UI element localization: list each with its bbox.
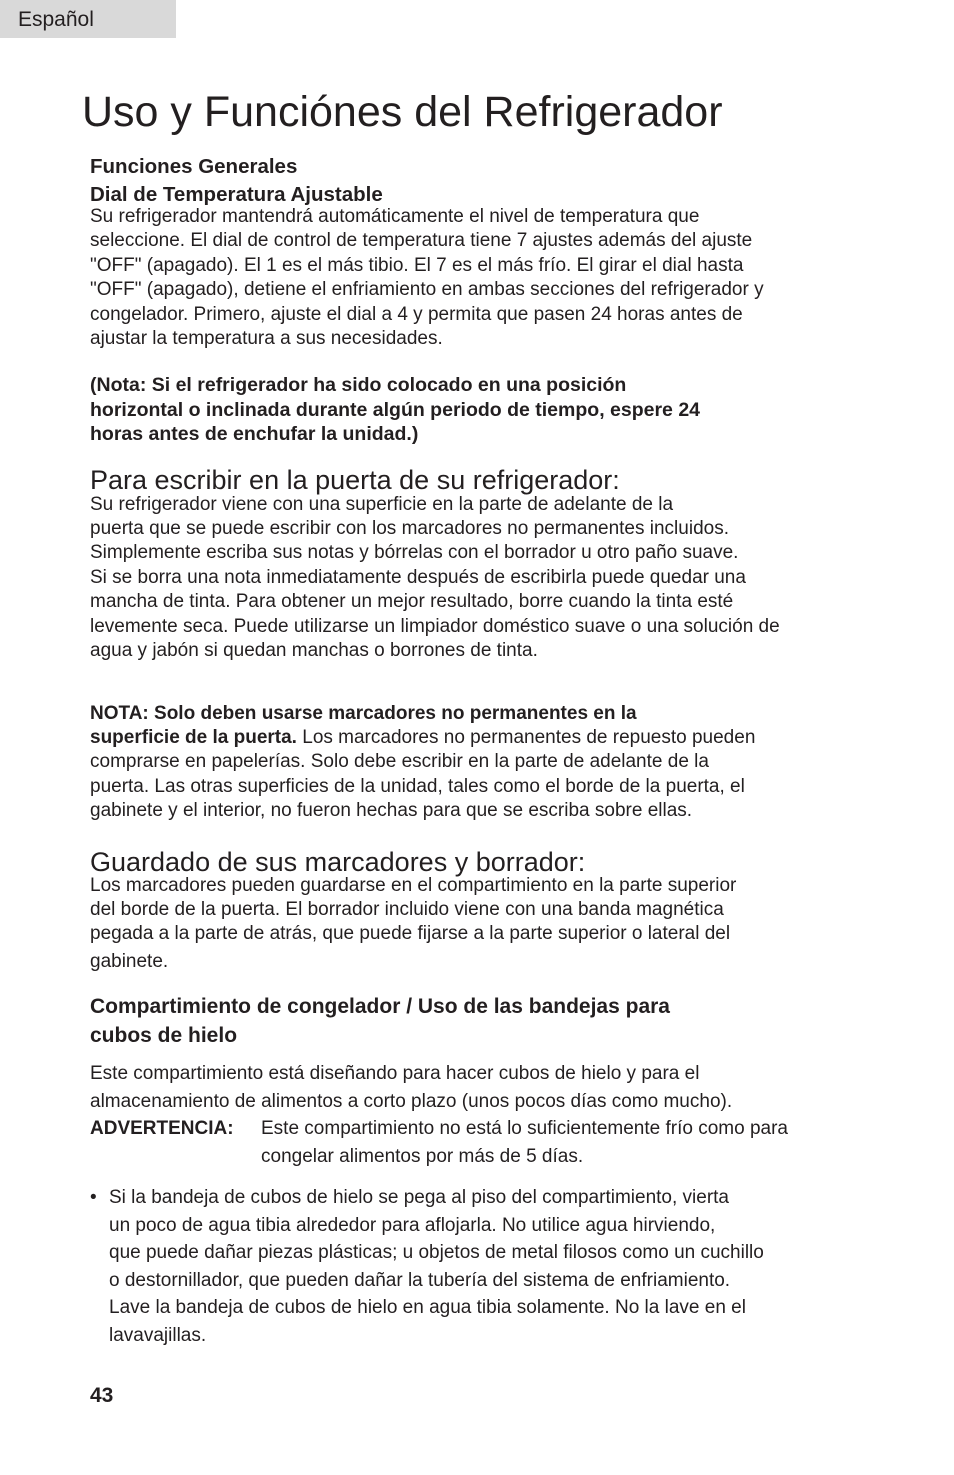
freezer-heading [90, 992, 870, 1050]
language-tab-label: Español [18, 8, 94, 31]
storage-text [90, 874, 870, 975]
text-line: lavavajillas. [109, 1324, 207, 1346]
text-line: almacenamiento de alimentos a corto plazo (unos pocos días como mucho). [90, 1090, 733, 1112]
page-number: 43 [90, 1384, 114, 1407]
main-content [90, 152, 870, 1349]
door-writing-heading: Para escribir en la puerta de su refrigerador: [90, 464, 620, 495]
text-line: Si se borra una nota inmediatamente después de escribirla puede quedar una [90, 566, 746, 588]
temperature-dial-heading: Dial de Temperatura Ajustable [90, 183, 383, 206]
text-line: Simplemente escriba sus notas y bórrelas con el borrador u otro paño suave. [90, 542, 739, 564]
marker-note-bold: NOTA: Solo deben usarse marcadores no permanentes en la [90, 702, 637, 724]
text-line: seleccione. El dial de control de temperatura tiene 7 ajustes además del ajuste [90, 230, 753, 252]
storage-heading: Guardado de sus marcadores y borrador: [90, 846, 586, 877]
door-writing-section [90, 465, 870, 824]
placement-note [90, 373, 870, 446]
text-line: gabinete y el interior, no fueron hechas para que se escriba sobre ellas. [90, 800, 693, 822]
marker-note-bold: superficie de la puerta. [90, 726, 297, 748]
text-line: ajustar la temperatura a sus necesidades. [90, 328, 443, 350]
text-line: Los marcadores pueden guardarse en el compartimiento en la parte superior [90, 874, 737, 896]
storage-section [90, 847, 870, 975]
bullet-symbol: • [90, 1187, 97, 1209]
text-line: pegada a la parte de atrás, que puede fijarse a la parte superior o lateral del [90, 923, 731, 945]
text-line: puerta que se puede escribir con los marcadores no permanentes incluidos. [90, 518, 729, 540]
text-line: congelar alimentos por más de 5 días. [261, 1145, 584, 1167]
bullet-text [109, 1184, 764, 1349]
marker-note [90, 702, 870, 824]
temperature-dial-text [90, 205, 870, 351]
text-line: levemente seca. Puede utilizarse un limpiador doméstico suave o una solución de [90, 615, 780, 637]
text-line: Su refrigerador mantendrá automáticamente el nivel de temperatura que [90, 206, 700, 227]
text-line: Este compartimiento no está lo suficientemente frío como para [261, 1118, 788, 1140]
text-line: congelador. Primero, ajuste el dial a 4 y permita que pasen 24 horas antes de [90, 303, 743, 325]
general-functions-heading: Funciones Generales [90, 155, 298, 178]
text-line: o destornillador, que pueden dañar la tubería del sistema de enfriamiento. [109, 1269, 731, 1291]
warning-text [261, 1115, 788, 1170]
warning-block [90, 1115, 870, 1170]
text-line: agua y jabón si quedan manchas o borrones de tinta. [90, 640, 538, 662]
freezer-section [90, 992, 870, 1349]
text-line: un poco de agua tibia alrededor para aflojarla. No utilice agua hirviendo, [109, 1214, 716, 1236]
text-line: horas antes de enchufar la unidad.) [90, 423, 419, 446]
text-line: Si la bandeja de cubos de hielo se pega al piso del compartimiento, vierta [109, 1187, 729, 1209]
text-line: puerta. Las otras superficies de la unidad, tales como el borde de la puerta, el [90, 775, 745, 797]
text-line: "OFF" (apagado). El 1 es el más tibio. El 7 es el más frío. El girar el dial hasta [90, 254, 744, 276]
text-line: comprarse en papelerías. Solo debe escribir en la parte de adelante de la [90, 751, 709, 773]
language-tab [0, 0, 176, 38]
text-line: Los marcadores no permanentes de repuesto pueden [296, 726, 756, 748]
general-functions-section [90, 152, 870, 447]
freezer-text [90, 1060, 870, 1115]
text-line: Su refrigerador viene con una superficie en la parte de adelante de la [90, 493, 674, 515]
page-title: Uso y Funciónes del Refrigerador [82, 88, 723, 136]
text-line: gabinete. [90, 950, 169, 972]
text-line: Lave la bandeja de cubos de hielo en agua tibia solamente. No la lave en el [109, 1297, 746, 1319]
bullet-item [90, 1184, 870, 1349]
warning-label: ADVERTENCIA: [90, 1118, 234, 1140]
text-line: horizontal o inclinada durante algún periodo de tiempo, espere 24 [90, 398, 701, 421]
text-line: del borde de la puerta. El borrador incluido viene con una banda magnética [90, 898, 724, 920]
text-line: mancha de tinta. Para obtener un mejor resultado, borre cuando la tinta esté [90, 591, 734, 613]
freezer-heading-line: cubos de hielo [90, 1024, 238, 1048]
text-line: (Nota: Si el refrigerador ha sido colocado en una posición [90, 374, 627, 397]
text-line: "OFF" (apagado), detiene el enfriamiento en ambas secciones del refrigerador y [90, 279, 764, 301]
door-writing-text [90, 493, 870, 664]
text-line: Este compartimiento está diseñando para hacer cubos de hielo y para el [90, 1063, 700, 1085]
freezer-heading-line: Compartimiento de congelador / Uso de las bandejas para [90, 995, 670, 1019]
text-line: que puede dañar piezas plásticas; u objetos de metal filosos como un cuchillo [109, 1242, 764, 1264]
